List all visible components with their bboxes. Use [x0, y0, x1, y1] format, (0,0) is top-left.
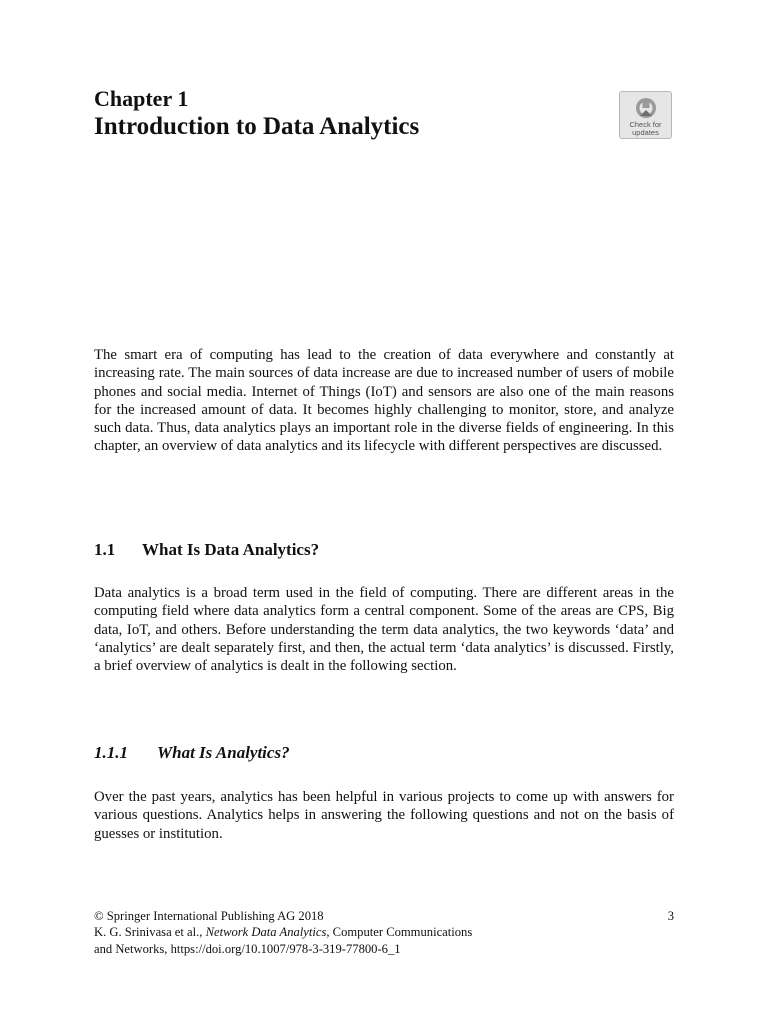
footer-series: , Computer Communications: [326, 925, 473, 940]
section-1-1-1-body: Over the past years, analytics has been helpful in various projects to come up with answers for various questions. Analytics helps in answering the following questions and not on the basis of guesses or institution.: [94, 789, 674, 842]
chapter-title: Introduction to Data Analytics: [94, 113, 420, 140]
footer-book-title: Network Data Analytics: [205, 925, 327, 940]
section-title: What Is Data Analytics?: [142, 540, 320, 559]
chapter-abstract: The smart era of computing has lead to the creation of data everywhere and constantly at increasing rate. The main sources of data increase are due to increased number of users of mobile phones and social media. Internet of Things (IoT) and sensors are also one of the main reasons for the increased amount of data. It becomes highly challenging to monitor, store, and analyze such data. Thus, data analytics plays an important role in the diverse fields of engineering. In this chapter, an overview of data analytics and its lifecycle with different perspectives are discussed.: [94, 347, 674, 455]
check-for-updates-icon: [632, 96, 660, 120]
subsection-number: 1.1.1: [94, 743, 128, 762]
footer-copyright: © Springer International Publishing AG 2018: [94, 909, 324, 923]
page-footer: [94, 908, 674, 957]
subsection-heading-1-1-1: [94, 742, 290, 764]
subsection-title: What Is Analytics?: [157, 743, 290, 762]
footer-authors: K. G. Srinivasa et al.,: [94, 925, 206, 940]
page-number: 3: [667, 909, 674, 923]
section-number: 1.1: [94, 540, 116, 559]
check-for-updates-badge[interactable]: [619, 91, 672, 139]
chapter-label: Chapter 1: [94, 86, 189, 111]
badge-text-line2: updates: [632, 128, 659, 137]
footer-doi-line[interactable]: and Networks, https://doi.org/10.1007/978-3-319-77800-6_1: [94, 941, 401, 956]
section-heading-1-1: [94, 539, 319, 561]
badge-text-line1: Check for: [629, 120, 662, 129]
section-1-1-body: Data analytics is a broad term used in the field of computing. There are different areas in the computing field where data analytics form a central component. Some of the areas are CPS, Big data, IoT, and others. Before understanding the term data analytics, the two keywords ‘data’ and ‘analytics’ are dealt separately first, and then, the actual term ‘data analytics’ is discussed. Firstly, a brief overview of analytics is dealt in the following section.: [94, 585, 674, 675]
footer-citation-line: [94, 924, 674, 940]
badge-text: [621, 121, 671, 137]
